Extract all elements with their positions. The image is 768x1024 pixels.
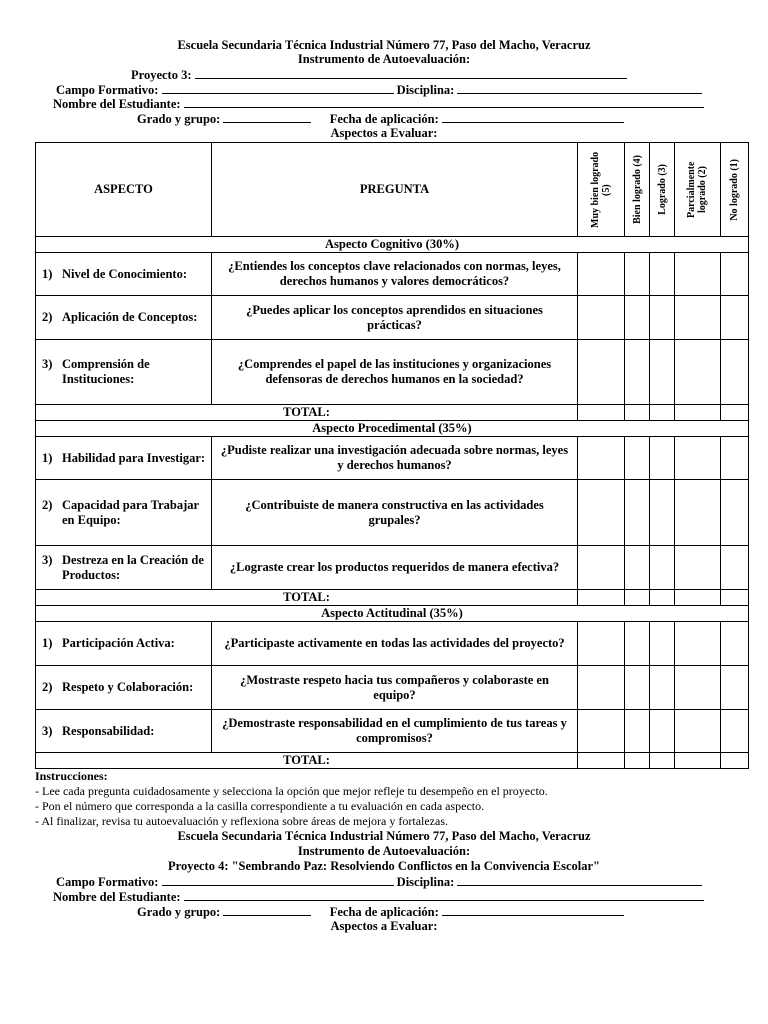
- aspect-cell: 1) Nivel de Conocimiento:: [36, 253, 212, 296]
- rating-cell[interactable]: [650, 666, 675, 710]
- total-cell[interactable]: [625, 405, 650, 421]
- table-row: [36, 296, 749, 340]
- grado-label-2: Grado y grupo:: [137, 905, 221, 919]
- rating-cell[interactable]: [675, 622, 721, 666]
- col-rating-3: Logrado (3): [650, 143, 675, 237]
- aspectos-heading: Aspectos a Evaluar:: [330, 126, 438, 140]
- total-cell[interactable]: [650, 753, 675, 769]
- aspect-cell: 2) Capacidad para Trabajar en Equipo:: [36, 480, 212, 546]
- instruction-item: - Pon el número que corresponda a la casilla correspondiente a tu evaluación en cada aspecto.: [35, 799, 485, 813]
- section-title: Aspecto Actitudinal (35%): [36, 606, 749, 622]
- section-row: [36, 606, 749, 622]
- rating-cell[interactable]: [578, 340, 625, 405]
- school-name-2: Escuela Secundaria Técnica Industrial Número 77, Paso del Macho, Veracruz: [177, 829, 591, 843]
- rating-cell[interactable]: [721, 666, 749, 710]
- table-row: [36, 480, 749, 546]
- evaluation-table: [35, 142, 749, 769]
- total-cell[interactable]: [721, 753, 749, 769]
- rating-cell[interactable]: [625, 253, 650, 296]
- rating-cell[interactable]: [578, 710, 625, 753]
- aspect-cell: 2) Aplicación de Conceptos:: [36, 296, 212, 340]
- aspect-cell: 1) Participación Activa:: [36, 622, 212, 666]
- nombre-label-2: Nombre del Estudiante:: [53, 890, 181, 904]
- question-cell: ¿Contribuiste de manera constructiva en las actividades grupales?: [212, 480, 578, 546]
- project-label: Proyecto 3:: [131, 68, 192, 82]
- nombre-field-2[interactable]: [53, 889, 704, 905]
- rating-cell[interactable]: [675, 480, 721, 546]
- col-pregunta: PREGUNTA: [212, 143, 578, 237]
- rating-cell[interactable]: [675, 666, 721, 710]
- question-cell: ¿Demostraste responsabilidad en el cumplimiento de tus tareas y compromisos?: [212, 710, 578, 753]
- total-cell[interactable]: [675, 590, 721, 606]
- total-cell[interactable]: [578, 590, 625, 606]
- rating-cell[interactable]: [625, 340, 650, 405]
- grado-blank-2[interactable]: [223, 904, 311, 916]
- total-cell[interactable]: [578, 753, 625, 769]
- total-label: TOTAL:: [36, 753, 578, 769]
- instrument-title: Instrumento de Autoevaluación:: [297, 52, 471, 66]
- table-row: [36, 666, 749, 710]
- rating-cell[interactable]: [721, 546, 749, 590]
- rating-cell[interactable]: [721, 622, 749, 666]
- campo-label: Campo Formativo:: [56, 83, 159, 97]
- nombre-blank-2[interactable]: [184, 889, 704, 901]
- section-row: [36, 421, 749, 437]
- col-rating-1: No logrado (1): [721, 143, 749, 237]
- rating-cell[interactable]: [578, 666, 625, 710]
- aspect-cell: 2) Respeto y Colaboración:: [36, 666, 212, 710]
- nombre-blank[interactable]: [184, 96, 704, 108]
- instruction-item: - Lee cada pregunta cuidadosamente y selecciona la opción que mejor refleje tu desempeño en el proyecto.: [35, 784, 548, 798]
- rating-cell[interactable]: [625, 480, 650, 546]
- rating-cell[interactable]: [675, 340, 721, 405]
- total-row: [36, 405, 749, 421]
- total-cell[interactable]: [721, 590, 749, 606]
- nombre-label: Nombre del Estudiante:: [53, 97, 181, 111]
- disciplina-label-2: Disciplina:: [396, 875, 455, 889]
- rating-cell[interactable]: [650, 253, 675, 296]
- rating-cell[interactable]: [625, 437, 650, 480]
- rating-cell[interactable]: [650, 480, 675, 546]
- grado-fecha-field-2[interactable]: [137, 904, 624, 920]
- rating-cell[interactable]: [721, 253, 749, 296]
- aspect-cell: 1) Habilidad para Investigar:: [36, 437, 212, 480]
- rating-cell[interactable]: [721, 480, 749, 546]
- rating-cell[interactable]: [721, 710, 749, 753]
- section-title: Aspecto Procedimental (35%): [36, 421, 749, 437]
- project-title-2: Proyecto 4: "Sembrando Paz: Resolviendo Conflictos en la Convivencia Escolar": [167, 859, 600, 873]
- fecha-label: Fecha de aplicación:: [329, 112, 439, 126]
- instrument-title-2: Instrumento de Autoevaluación:: [297, 844, 471, 858]
- rating-cell[interactable]: [578, 622, 625, 666]
- rating-cell[interactable]: [675, 710, 721, 753]
- table-row: [36, 340, 749, 405]
- project-field[interactable]: [131, 67, 627, 83]
- section-row: [36, 237, 749, 253]
- disciplina-blank[interactable]: [457, 82, 702, 94]
- total-label: TOTAL:: [36, 590, 578, 606]
- rating-cell[interactable]: [625, 666, 650, 710]
- rating-cell[interactable]: [625, 546, 650, 590]
- disciplina-blank-2[interactable]: [457, 874, 702, 886]
- total-cell[interactable]: [721, 405, 749, 421]
- total-cell[interactable]: [650, 590, 675, 606]
- total-cell[interactable]: [675, 405, 721, 421]
- campo-blank-2[interactable]: [162, 874, 394, 886]
- grado-blank[interactable]: [223, 111, 311, 123]
- total-row: [36, 590, 749, 606]
- rating-cell[interactable]: [578, 437, 625, 480]
- fecha-blank[interactable]: [442, 111, 624, 123]
- instruction-item: - Al finalizar, revisa tu autoevaluación y reflexiona sobre áreas de mejora y fortalezas.: [35, 814, 448, 828]
- rating-cell[interactable]: [675, 546, 721, 590]
- total-cell[interactable]: [650, 405, 675, 421]
- aspect-cell: 3) Responsabilidad:: [36, 710, 212, 753]
- rating-cell[interactable]: [625, 710, 650, 753]
- col-rating-2: Parcialmente logrado (2): [675, 143, 721, 237]
- instructions-title: Instrucciones:: [35, 769, 108, 783]
- project-blank[interactable]: [195, 67, 627, 79]
- disciplina-label: Disciplina:: [396, 83, 455, 97]
- grado-label: Grado y grupo:: [137, 112, 221, 126]
- rating-cell[interactable]: [625, 622, 650, 666]
- rating-cell[interactable]: [578, 546, 625, 590]
- question-cell: ¿Pudiste realizar una investigación adecuada sobre normas, leyes y derechos humanos?: [212, 437, 578, 480]
- question-cell: ¿Participaste activamente en todas las actividades del proyecto?: [212, 622, 578, 666]
- rating-cell[interactable]: [650, 710, 675, 753]
- total-cell[interactable]: [625, 753, 650, 769]
- question-cell: ¿Puedes aplicar los conceptos aprendidos en situaciones prácticas?: [212, 296, 578, 340]
- rating-cell[interactable]: [578, 253, 625, 296]
- rating-cell[interactable]: [675, 296, 721, 340]
- table-row: [36, 546, 749, 590]
- fecha-blank-2[interactable]: [442, 904, 624, 916]
- rating-cell[interactable]: [650, 296, 675, 340]
- rating-cell[interactable]: [721, 437, 749, 480]
- col-rating-4: Bien logrado (4): [625, 143, 650, 237]
- campo-label-2: Campo Formativo:: [56, 875, 159, 889]
- table-row: [36, 253, 749, 296]
- aspect-cell: 3) Comprensión de Instituciones:: [36, 340, 212, 405]
- section-title: Aspecto Cognitivo (30%): [36, 237, 749, 253]
- rating-cell[interactable]: [578, 480, 625, 546]
- grado-fecha-field[interactable]: [137, 111, 624, 127]
- aspectos-heading-2: Aspectos a Evaluar:: [330, 919, 438, 933]
- col-rating-5: Muy bien logrado (5): [578, 143, 625, 237]
- question-cell: ¿Comprendes el papel de las instituciones y organizaciones defensoras de derechos humanos en la sociedad?: [212, 340, 578, 405]
- rating-cell[interactable]: [721, 296, 749, 340]
- school-name: Escuela Secundaria Técnica Industrial Número 77, Paso del Macho, Veracruz: [177, 38, 591, 52]
- nombre-field[interactable]: [53, 96, 704, 112]
- total-cell[interactable]: [578, 405, 625, 421]
- fecha-label-2: Fecha de aplicación:: [329, 905, 439, 919]
- campo-field-2[interactable]: [56, 874, 702, 890]
- rating-cell[interactable]: [650, 546, 675, 590]
- rating-cell[interactable]: [625, 296, 650, 340]
- question-cell: ¿Mostraste respeto hacia tus compañeros y colaboraste en equipo?: [212, 666, 578, 710]
- rating-cell[interactable]: [650, 437, 675, 480]
- rating-cell[interactable]: [650, 340, 675, 405]
- aspect-cell: 3) Destreza en la Creación de Productos:: [36, 546, 212, 590]
- table-header-row: [36, 143, 749, 237]
- total-row: [36, 753, 749, 769]
- col-aspecto: ASPECTO: [36, 143, 212, 237]
- campo-blank[interactable]: [162, 82, 394, 94]
- table-row: [36, 710, 749, 753]
- total-label: TOTAL:: [36, 405, 578, 421]
- table-row: [36, 622, 749, 666]
- table-row: [36, 437, 749, 480]
- total-cell[interactable]: [675, 753, 721, 769]
- rating-cell[interactable]: [675, 437, 721, 480]
- rating-cell[interactable]: [650, 622, 675, 666]
- total-cell[interactable]: [625, 590, 650, 606]
- question-cell: ¿Entiendes los conceptos clave relacionados con normas, leyes, derechos humanos y valores democráticos?: [212, 253, 578, 296]
- rating-cell[interactable]: [721, 340, 749, 405]
- rating-cell[interactable]: [578, 296, 625, 340]
- rating-cell[interactable]: [675, 253, 721, 296]
- question-cell: ¿Lograste crear los productos requeridos de manera efectiva?: [212, 546, 578, 590]
